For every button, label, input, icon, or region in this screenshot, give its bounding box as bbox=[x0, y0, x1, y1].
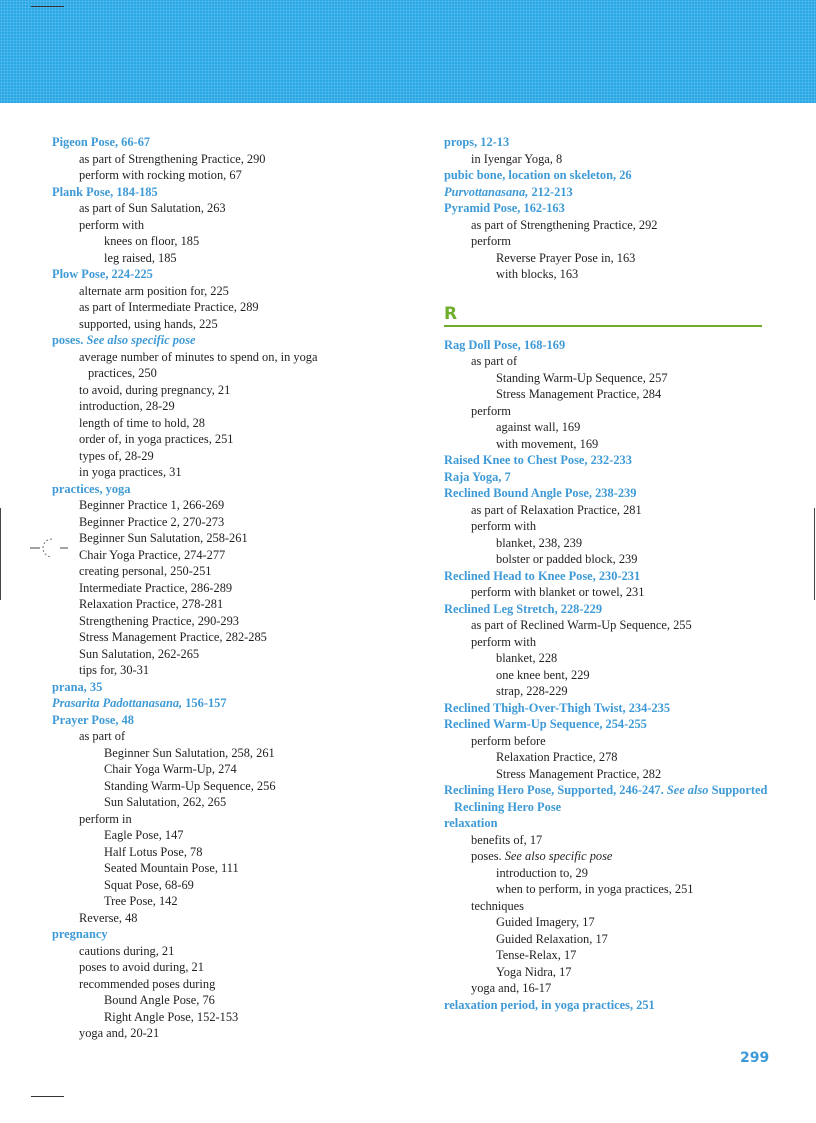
index-heading bbox=[444, 815, 774, 832]
entry-text: Reclined Leg Stretch, 228-229 bbox=[444, 601, 603, 616]
index-subentry bbox=[444, 233, 774, 250]
entry-text: Guided Relaxation, 17 bbox=[496, 931, 608, 946]
index-subentry bbox=[52, 563, 372, 580]
index-subentry bbox=[52, 497, 372, 514]
entry-text: relaxation bbox=[444, 816, 498, 830]
entry-text: poses to avoid during, 21 bbox=[79, 960, 204, 974]
index-heading bbox=[444, 568, 774, 585]
index-subsubentry bbox=[52, 233, 372, 250]
entry-text: cautions during, 21 bbox=[79, 943, 175, 958]
index-subentry bbox=[52, 943, 372, 960]
index-subsubentry bbox=[52, 992, 372, 1009]
index-column-left bbox=[52, 134, 372, 1042]
entry-text: Beginner Sun Salutation, 258-261 bbox=[79, 531, 248, 545]
index-subentry bbox=[52, 646, 372, 663]
entry-text: average number of minutes to spend on, in yoga bbox=[79, 349, 318, 364]
entry-text: with blocks, 163 bbox=[496, 267, 579, 281]
index-heading bbox=[444, 782, 774, 799]
index-subsubentry bbox=[444, 386, 774, 403]
entry-text: leg raised, 185 bbox=[104, 250, 177, 265]
entry-text: Tense-Relax, 17 bbox=[496, 948, 577, 962]
index-subsubentry bbox=[444, 667, 774, 684]
index-subsubentry bbox=[52, 860, 372, 877]
section-letter-r: R bbox=[444, 303, 458, 324]
index-subsubentry bbox=[52, 844, 372, 861]
entry-text: yoga and, 16-17 bbox=[471, 981, 552, 995]
entry-text: Right Angle Pose, 152-153 bbox=[104, 1009, 239, 1024]
entry-text: Raised Knee to Chest Pose, 232-233 bbox=[444, 453, 632, 467]
entry-text: Guided Imagery, 17 bbox=[496, 915, 595, 929]
entry-text: with movement, 169 bbox=[496, 436, 599, 451]
index-subsubentry bbox=[444, 419, 774, 436]
entry-text: in yoga practices, 31 bbox=[79, 465, 182, 479]
index-subsubentry bbox=[444, 266, 774, 283]
index-heading bbox=[52, 679, 372, 696]
index-heading bbox=[444, 337, 774, 354]
entry-text: bolster or padded block, 239 bbox=[496, 552, 638, 566]
index-subsubentry bbox=[444, 683, 774, 700]
entry-text: Reverse, 48 bbox=[79, 910, 138, 925]
entry-text: supported, using hands, 225 bbox=[79, 316, 218, 331]
index-group-r bbox=[444, 337, 774, 1014]
entry-text: one knee bent, 229 bbox=[496, 667, 590, 682]
entry-text: length of time to hold, 28 bbox=[79, 415, 205, 430]
index-column-right bbox=[444, 134, 774, 1013]
index-subentry bbox=[444, 403, 774, 420]
entry-text: practices, yoga bbox=[52, 481, 131, 496]
margin-line-left bbox=[0, 508, 1, 600]
index-subentry bbox=[52, 547, 372, 564]
entry-text: yoga and, 20-21 bbox=[79, 1026, 160, 1040]
index-subsubentry bbox=[52, 745, 372, 762]
index-subentry bbox=[52, 910, 372, 927]
entry-text: Reclined Thigh-Over-Thigh Twist, 234-235 bbox=[444, 700, 671, 715]
entry-text: Standing Warm-Up Sequence, 256 bbox=[104, 778, 276, 793]
entry-text: as part of Relaxation Practice, 281 bbox=[471, 502, 642, 517]
entry-text: Sun Salutation, 262, 265 bbox=[104, 795, 227, 809]
index-heading bbox=[52, 332, 372, 349]
entry-text: Yoga Nidra, 17 bbox=[496, 964, 572, 979]
entry-text: perform with bbox=[471, 519, 537, 533]
entry-text: Half Lotus Pose, 78 bbox=[104, 844, 203, 859]
index-subentry bbox=[444, 151, 774, 168]
index-subentry bbox=[52, 448, 372, 465]
entry-text: See also specific pose bbox=[86, 333, 196, 347]
index-subentry bbox=[52, 580, 372, 597]
entry-text: perform before bbox=[471, 733, 546, 748]
entry-text: perform with blanket or towel, 231 bbox=[471, 585, 645, 599]
index-subentry bbox=[52, 217, 372, 234]
index-subsubentry bbox=[444, 947, 774, 964]
entry-text: types of, 28-29 bbox=[79, 448, 154, 463]
index-heading bbox=[52, 695, 372, 712]
index-subsubentry bbox=[52, 761, 372, 778]
entry-text: strap, 228-229 bbox=[496, 684, 568, 698]
index-subsubentry bbox=[52, 794, 372, 811]
index-subsubentry bbox=[52, 778, 372, 795]
index-subentry bbox=[444, 898, 774, 915]
entry-text: as part of bbox=[79, 729, 126, 743]
entry-text: See also bbox=[666, 783, 709, 797]
index-subsubentry bbox=[444, 370, 774, 387]
index-subsubentry bbox=[52, 877, 372, 894]
entry-text: Reverse Prayer Pose in, 163 bbox=[496, 250, 636, 265]
index-subentry bbox=[52, 167, 372, 184]
index-subsubentry bbox=[444, 865, 774, 882]
index-subentry bbox=[52, 151, 372, 168]
index-heading bbox=[444, 716, 774, 733]
index-subsubentry bbox=[52, 893, 372, 910]
index-heading bbox=[52, 184, 372, 201]
entry-text: creating personal, 250-251 bbox=[79, 564, 212, 578]
index-subentry bbox=[444, 980, 774, 997]
entry-text: perform in bbox=[79, 811, 132, 826]
entry-text: Pyramid Pose, 162-163 bbox=[444, 201, 565, 215]
entry-text: See also specific pose bbox=[504, 849, 613, 863]
index-heading bbox=[444, 200, 774, 217]
entry-text: relaxation period, in yoga practices, 251 bbox=[444, 997, 655, 1012]
index-subentry bbox=[444, 848, 774, 865]
index-subentry bbox=[52, 200, 372, 217]
entry-text: Eagle Pose, 147 bbox=[104, 828, 184, 842]
entry-text: poses. bbox=[52, 333, 87, 347]
index-subentry bbox=[52, 316, 372, 333]
entry-text: Reclining Hero Pose bbox=[454, 799, 562, 814]
crop-mark-top bbox=[31, 6, 64, 7]
entry-text: Reclining Hero Pose, Supported, 246-247. bbox=[444, 783, 667, 797]
entry-text: Sun Salutation, 262-265 bbox=[79, 646, 200, 661]
index-subentry bbox=[444, 584, 774, 601]
entry-text: practices, 250 bbox=[88, 366, 157, 380]
entry-text: Stress Management Practice, 284 bbox=[496, 387, 662, 401]
entry-text: blanket, 238, 239 bbox=[496, 535, 583, 550]
entry-text: Chair Yoga Warm-Up, 274 bbox=[104, 762, 237, 776]
entry-text: in Iyengar Yoga, 8 bbox=[471, 151, 563, 166]
index-subsubentry bbox=[444, 650, 774, 667]
index-subsubentry bbox=[444, 436, 774, 453]
index-heading bbox=[444, 485, 774, 502]
entry-text: as part of Strengthening Practice, 292 bbox=[471, 217, 658, 232]
entry-text: perform with rocking motion, 67 bbox=[79, 168, 242, 182]
entry-text: Stress Management Practice, 282-285 bbox=[79, 630, 267, 644]
entry-text: as part of Intermediate Practice, 289 bbox=[79, 300, 259, 314]
entry-text: Beginner Sun Salutation, 258, 261 bbox=[104, 745, 275, 760]
index-heading bbox=[444, 134, 774, 151]
index-subentry bbox=[52, 349, 372, 366]
entry-text: Bound Angle Pose, 76 bbox=[104, 993, 215, 1007]
entry-text: order of, in yoga practices, 251 bbox=[79, 432, 234, 446]
crop-mark-bottom bbox=[31, 1096, 64, 1097]
index-subentry bbox=[52, 398, 372, 415]
index-subentry bbox=[444, 634, 774, 651]
entry-text: Pigeon Pose, 66-67 bbox=[52, 135, 151, 149]
entry-text: as part of Sun Salutation, 263 bbox=[79, 201, 226, 215]
entry-text: as part of Strengthening Practice, 290 bbox=[79, 151, 266, 166]
entry-text: as part of Reclined Warm-Up Sequence, 255 bbox=[471, 618, 692, 632]
entry-text: benefits of, 17 bbox=[471, 832, 543, 847]
entry-text: poses. bbox=[471, 849, 505, 863]
index-subentry bbox=[52, 662, 372, 679]
page-number: 299 bbox=[740, 1050, 770, 1066]
entry-text: pregnancy bbox=[52, 927, 108, 941]
index-heading bbox=[444, 452, 774, 469]
index-heading bbox=[444, 469, 774, 486]
entry-text: Reclined Warm-Up Sequence, 254-255 bbox=[444, 717, 647, 731]
entry-text: Chair Yoga Practice, 274-277 bbox=[79, 547, 226, 562]
entry-text: 156-157 bbox=[182, 696, 227, 710]
index-subentry bbox=[52, 283, 372, 300]
index-subentry bbox=[52, 514, 372, 531]
index-subentry bbox=[52, 464, 372, 481]
entry-text: Relaxation Practice, 278-281 bbox=[79, 597, 224, 611]
index-subsubentry bbox=[52, 1009, 372, 1026]
index-group-p-continued bbox=[444, 134, 774, 283]
index-heading bbox=[52, 266, 372, 283]
entry-text: techniques bbox=[471, 898, 524, 913]
index-subsubentry bbox=[444, 914, 774, 931]
entry-text: Reclined Head to Knee Pose, 230-231 bbox=[444, 568, 641, 583]
entry-text: alternate arm position for, 225 bbox=[79, 283, 229, 298]
entry-text: Reclined Bound Angle Pose, 238-239 bbox=[444, 486, 637, 500]
index-heading bbox=[444, 997, 774, 1014]
index-subsubentry bbox=[52, 250, 372, 267]
entry-text: perform bbox=[471, 234, 511, 248]
index-heading bbox=[444, 601, 774, 618]
index-subsubentry bbox=[52, 827, 372, 844]
index-subentry bbox=[52, 976, 372, 993]
index-subentry bbox=[52, 1025, 372, 1042]
index-continuation bbox=[52, 365, 372, 382]
index-subentry bbox=[52, 596, 372, 613]
index-heading-continuation bbox=[444, 799, 774, 816]
index-subentry bbox=[52, 530, 372, 547]
index-heading bbox=[52, 134, 372, 151]
index-subentry bbox=[444, 353, 774, 370]
index-subentry bbox=[52, 415, 372, 432]
index-subsubentry bbox=[444, 749, 774, 766]
index-subsubentry bbox=[444, 551, 774, 568]
index-subentry bbox=[52, 629, 372, 646]
entry-text: introduction, 28-29 bbox=[79, 399, 175, 413]
index-subsubentry bbox=[444, 931, 774, 948]
entry-text: Seated Mountain Pose, 111 bbox=[104, 861, 239, 875]
entry-text: Relaxation Practice, 278 bbox=[496, 750, 618, 764]
index-subentry bbox=[52, 959, 372, 976]
entry-text: introduction to, 29 bbox=[496, 865, 588, 880]
index-subentry bbox=[52, 811, 372, 828]
index-subsubentry bbox=[444, 535, 774, 552]
entry-text: Plow Pose, 224-225 bbox=[52, 267, 153, 281]
entry-text: tips for, 30-31 bbox=[79, 663, 150, 677]
index-subentry bbox=[52, 299, 372, 316]
entry-text: Purvottanasana, bbox=[444, 184, 529, 199]
entry-text: Squat Pose, 68-69 bbox=[104, 877, 194, 892]
header-banner bbox=[0, 0, 816, 103]
entry-text: to avoid, during pregnancy, 21 bbox=[79, 382, 231, 397]
index-heading bbox=[444, 700, 774, 717]
entry-text: blanket, 228 bbox=[496, 651, 558, 665]
entry-text: Standing Warm-Up Sequence, 257 bbox=[496, 370, 668, 385]
index-subentry bbox=[444, 217, 774, 234]
entry-text: pubic bone, location on skeleton, 26 bbox=[444, 168, 632, 182]
index-heading bbox=[52, 712, 372, 729]
entry-text: Beginner Practice 1, 266-269 bbox=[79, 498, 225, 512]
entry-text: Strengthening Practice, 290-293 bbox=[79, 613, 240, 628]
entry-text: prana, 35 bbox=[52, 679, 103, 694]
index-subsubentry bbox=[444, 964, 774, 981]
entry-text: against wall, 169 bbox=[496, 420, 581, 434]
index-subsubentry bbox=[444, 766, 774, 783]
index-subsubentry bbox=[444, 881, 774, 898]
index-heading bbox=[444, 184, 774, 201]
entry-text: Rag Doll Pose, 168-169 bbox=[444, 337, 566, 352]
index-subentry bbox=[52, 728, 372, 745]
entry-text: Intermediate Practice, 286-289 bbox=[79, 580, 233, 595]
entry-text: Raja Yoga, 7 bbox=[444, 469, 511, 484]
index-heading bbox=[52, 481, 372, 498]
entry-text: perform with bbox=[79, 217, 145, 232]
index-subentry bbox=[444, 832, 774, 849]
index-subentry bbox=[52, 613, 372, 630]
entry-text: as part of bbox=[471, 354, 518, 368]
index-heading bbox=[444, 167, 774, 184]
entry-text: 212-213 bbox=[528, 184, 573, 199]
entry-text: Prayer Pose, 48 bbox=[52, 712, 135, 727]
entry-text: recommended poses during bbox=[79, 976, 216, 991]
entry-text: Tree Pose, 142 bbox=[104, 894, 178, 908]
index-subentry bbox=[444, 617, 774, 634]
index-subentry bbox=[52, 382, 372, 399]
index-subentry bbox=[444, 518, 774, 535]
margin-line-right bbox=[814, 508, 815, 600]
entry-text: Beginner Practice 2, 270-273 bbox=[79, 514, 225, 529]
index-subsubentry bbox=[444, 250, 774, 267]
index-heading bbox=[52, 926, 372, 943]
entry-text: Prasarita Padottanasana, bbox=[52, 696, 183, 710]
index-subentry bbox=[444, 733, 774, 750]
entry-text: knees on floor, 185 bbox=[104, 234, 200, 248]
entry-text: Plank Pose, 184-185 bbox=[52, 184, 158, 199]
entry-text: Stress Management Practice, 282 bbox=[496, 766, 662, 781]
entry-text: perform with bbox=[471, 634, 537, 649]
index-subentry bbox=[444, 502, 774, 519]
section-divider bbox=[444, 325, 762, 327]
index-subentry bbox=[52, 431, 372, 448]
entry-text: Supported bbox=[708, 783, 768, 797]
entry-text: when to perform, in yoga practices, 251 bbox=[496, 882, 694, 896]
entry-text: props, 12-13 bbox=[444, 135, 510, 149]
entry-text: perform bbox=[471, 403, 511, 418]
